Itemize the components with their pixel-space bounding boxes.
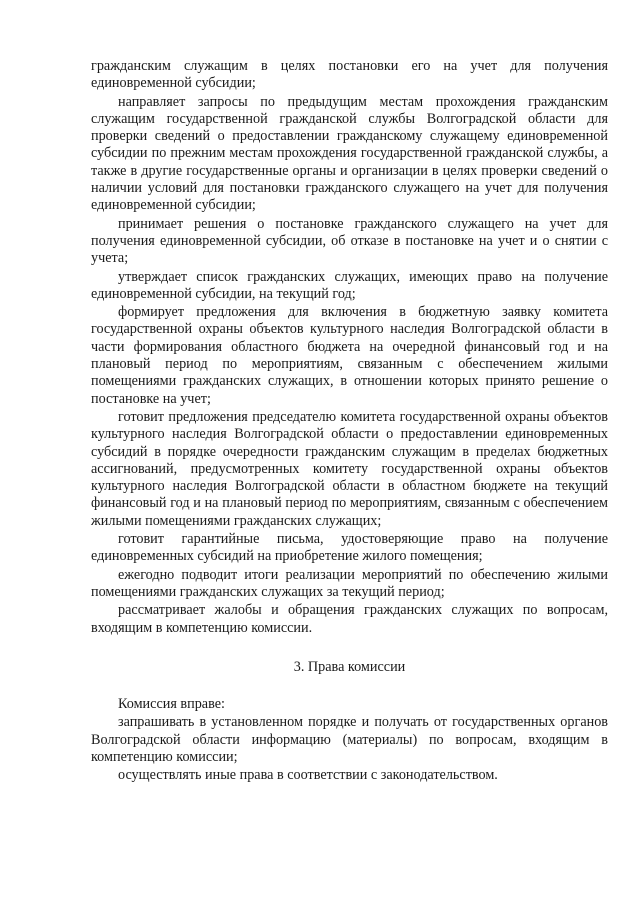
paragraph-complaints: рассматривает жалобы и обращения гражданских служащих по вопросам, входящим в компетенцию комиссии.: [91, 602, 608, 636]
paragraph-request-information: запрашивать в установленном порядке и получать от государственных органов Волгоградской области информацию (материалы) по вопросам, входящим в компетенцию комиссии;: [91, 714, 608, 765]
document-body: [91, 58, 608, 786]
paragraph-commission-rights-intro: Комиссия вправе:: [118, 696, 225, 713]
paragraph-requests: направляет запросы по предыдущим местам прохождения гражданским служащим государственной гражданской службы Волгоградской области для проверки сведений о предоставлении гражданскому служащему единовременной субсидии по прежним местам прохождения государственной гражданской службы, а также в другие государственные органы и организации в целях проверки сведений о наличии условий для постановки гражданского служащего на учет для получения единовременной субсидии;: [91, 93, 608, 214]
paragraph-guarantee-letters: готовит гарантийные письма, удостоверяющие право на получение единовременных субсидий на приобретение жилого помещения;: [91, 531, 608, 565]
paragraph-list-approval: утверждает список гражданских служащих, имеющих право на получение единовременной субсидии, на текущий год;: [91, 268, 608, 302]
paragraph-other-rights: осуществлять иные права в соответствии с законодательством.: [118, 767, 498, 784]
paragraph-budget-proposals: формирует предложения для включения в бюджетную заявку комитета государственной охраны объектов культурного наследия Волгоградской области в части формирования областного бюджета на очередной финансовый год и на плановый период по мероприятиям, связанным с обеспечением жилыми помещениями гражданских служащих, в отношении которых принято решение о постановке на учет;: [91, 304, 608, 407]
paragraph-continuation: гражданским служащим в целях постановки его на учет для получения единовременной субсидии;: [91, 58, 608, 92]
paragraph-chairman-proposals: готовит предложения председателю комитета государственной охраны объектов культурного наследия Волгоградской области о предоставлении единовременных субсидий в порядке очередности гражданским служащим в пределах бюджетных ассигнований, предусмотренных комитету государственной охраны объектов культурного наследия Волгоградской области в областном бюджете на текущий финансовый год и на плановый период по мероприятиям, связанным с обеспечением жилыми помещениями гражданских служащих;: [91, 408, 608, 529]
paragraph-annual-results: ежегодно подводит итоги реализации мероприятий по обеспечению жилыми помещениями гражданских служащих за текущий период;: [91, 566, 608, 600]
section-heading: 3. Права комиссии: [293, 658, 406, 675]
paragraph-decisions: принимает решения о постановке гражданского служащего на учет для получения единовременной субсидии, об отказе в постановке на учет и о снятии с учета;: [91, 215, 608, 267]
